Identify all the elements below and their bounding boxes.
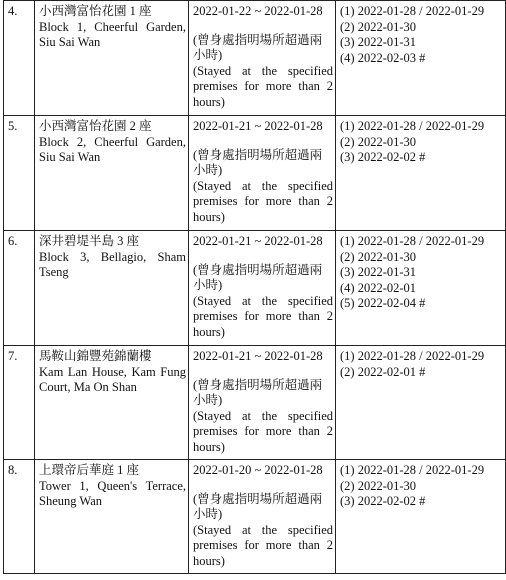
test-date: (3) 2022-01-31 [340, 265, 417, 279]
premises-name-en: Block 3, Bellagio, Sham Tseng [39, 249, 186, 279]
test-date: (3) 2022-01-31 [340, 35, 417, 49]
premises-cell [35, 346, 189, 460]
test-date: (1) 2022-01-28 / 2022-01-29 [340, 349, 485, 363]
premises-cell [35, 460, 189, 574]
stay-period: 2022-01-22 ~ 2022-01-28 [193, 4, 323, 18]
test-date: (1) 2022-01-28 / 2022-01-29 [340, 463, 485, 477]
table-row [4, 231, 506, 346]
test-date: (2) 2022-01-30 [340, 19, 417, 34]
premises-name-en: Tower 1, Queen's Terrace, Sheung Wan [39, 478, 186, 508]
premises-name-zh: 小西灣富怡花園 1 座 [39, 4, 152, 18]
premises-name-zh: 上環帝后華庭 1 座 [39, 463, 140, 477]
stay-period: 2022-01-21 ~ 2022-01-28 [193, 234, 323, 248]
premises-name-zh: 小西灣富怡花園 2 座 [39, 119, 152, 133]
table-row [4, 346, 506, 460]
stay-period-cell [189, 346, 336, 460]
test-dates-cell [336, 1, 506, 116]
test-dates-cell [336, 460, 506, 574]
premises-name-zh: 馬鞍山錦豐苑錦蘭樓 [39, 349, 152, 363]
test-date: (4) 2022-02-01 [340, 280, 417, 295]
test-date: (1) 2022-01-28 / 2022-01-29 [340, 4, 485, 18]
row-number: 6. [4, 231, 35, 346]
stay-note-en: (Stayed at the specified premises for more than 2 hours) [193, 293, 333, 339]
test-date: (4) 2022-02-03 # [340, 50, 426, 65]
stay-note-zh: (曾身處指明場所超過兩小時) [193, 491, 323, 521]
test-date: (1) 2022-01-28 / 2022-01-29 [340, 119, 485, 133]
test-date: (2) 2022-01-30 [340, 249, 417, 264]
test-date: (2) 2022-02-01 # [340, 364, 426, 379]
row-number: 4. [4, 1, 35, 116]
test-date: (5) 2022-02-04 # [340, 296, 426, 310]
stay-period-cell [189, 116, 336, 231]
stay-period: 2022-01-21 ~ 2022-01-28 [193, 119, 323, 133]
premises-cell [35, 231, 189, 346]
row-number: 5. [4, 116, 35, 231]
test-dates-cell [336, 346, 506, 460]
test-date: (3) 2022-02-02 # [340, 494, 426, 508]
test-date: (1) 2022-01-28 / 2022-01-29 [340, 234, 485, 248]
premises-table [3, 0, 506, 574]
premises-name-en: Kam Lan House, Kam Fung Court, Ma On Shan [39, 364, 186, 394]
table-row [4, 116, 506, 231]
test-date: (2) 2022-01-30 [340, 478, 417, 493]
stay-period-cell [189, 460, 336, 574]
stay-note-zh: (曾身處指明場所超過兩小時) [193, 377, 323, 407]
table-row [4, 460, 506, 574]
stay-note-en: (Stayed at the specified premises for more than 2 hours) [193, 63, 333, 109]
row-number: 8. [4, 460, 35, 574]
test-dates-cell [336, 231, 506, 346]
stay-note-en: (Stayed at the specified premises for more than 2 hours) [193, 522, 333, 568]
stay-period: 2022-01-20 ~ 2022-01-28 [193, 463, 323, 477]
stay-note-en: (Stayed at the specified premises for more than 2 hours) [193, 178, 333, 224]
premises-name-en: Block 2, Cheerful Garden, Siu Sai Wan [39, 134, 186, 164]
row-number: 7. [4, 346, 35, 460]
table-row [4, 1, 506, 116]
premises-cell [35, 1, 189, 116]
stay-note-en: (Stayed at the specified premises for more than 2 hours) [193, 408, 333, 454]
test-dates-cell [336, 116, 506, 231]
test-date: (3) 2022-02-02 # [340, 150, 426, 164]
stay-note-zh: (曾身處指明場所超過兩小時) [193, 262, 323, 292]
stay-note-zh: (曾身處指明場所超過兩小時) [193, 32, 323, 62]
premises-name-en: Block 1, Cheerful Garden, Siu Sai Wan [39, 19, 186, 49]
stay-period-cell [189, 231, 336, 346]
stay-period: 2022-01-21 ~ 2022-01-28 [193, 349, 323, 363]
premises-name-zh: 深井碧堤半島 3 座 [39, 234, 140, 248]
stay-period-cell [189, 1, 336, 116]
test-date: (2) 2022-01-30 [340, 134, 417, 149]
premises-cell [35, 116, 189, 231]
stay-note-zh: (曾身處指明場所超過兩小時) [193, 147, 323, 177]
